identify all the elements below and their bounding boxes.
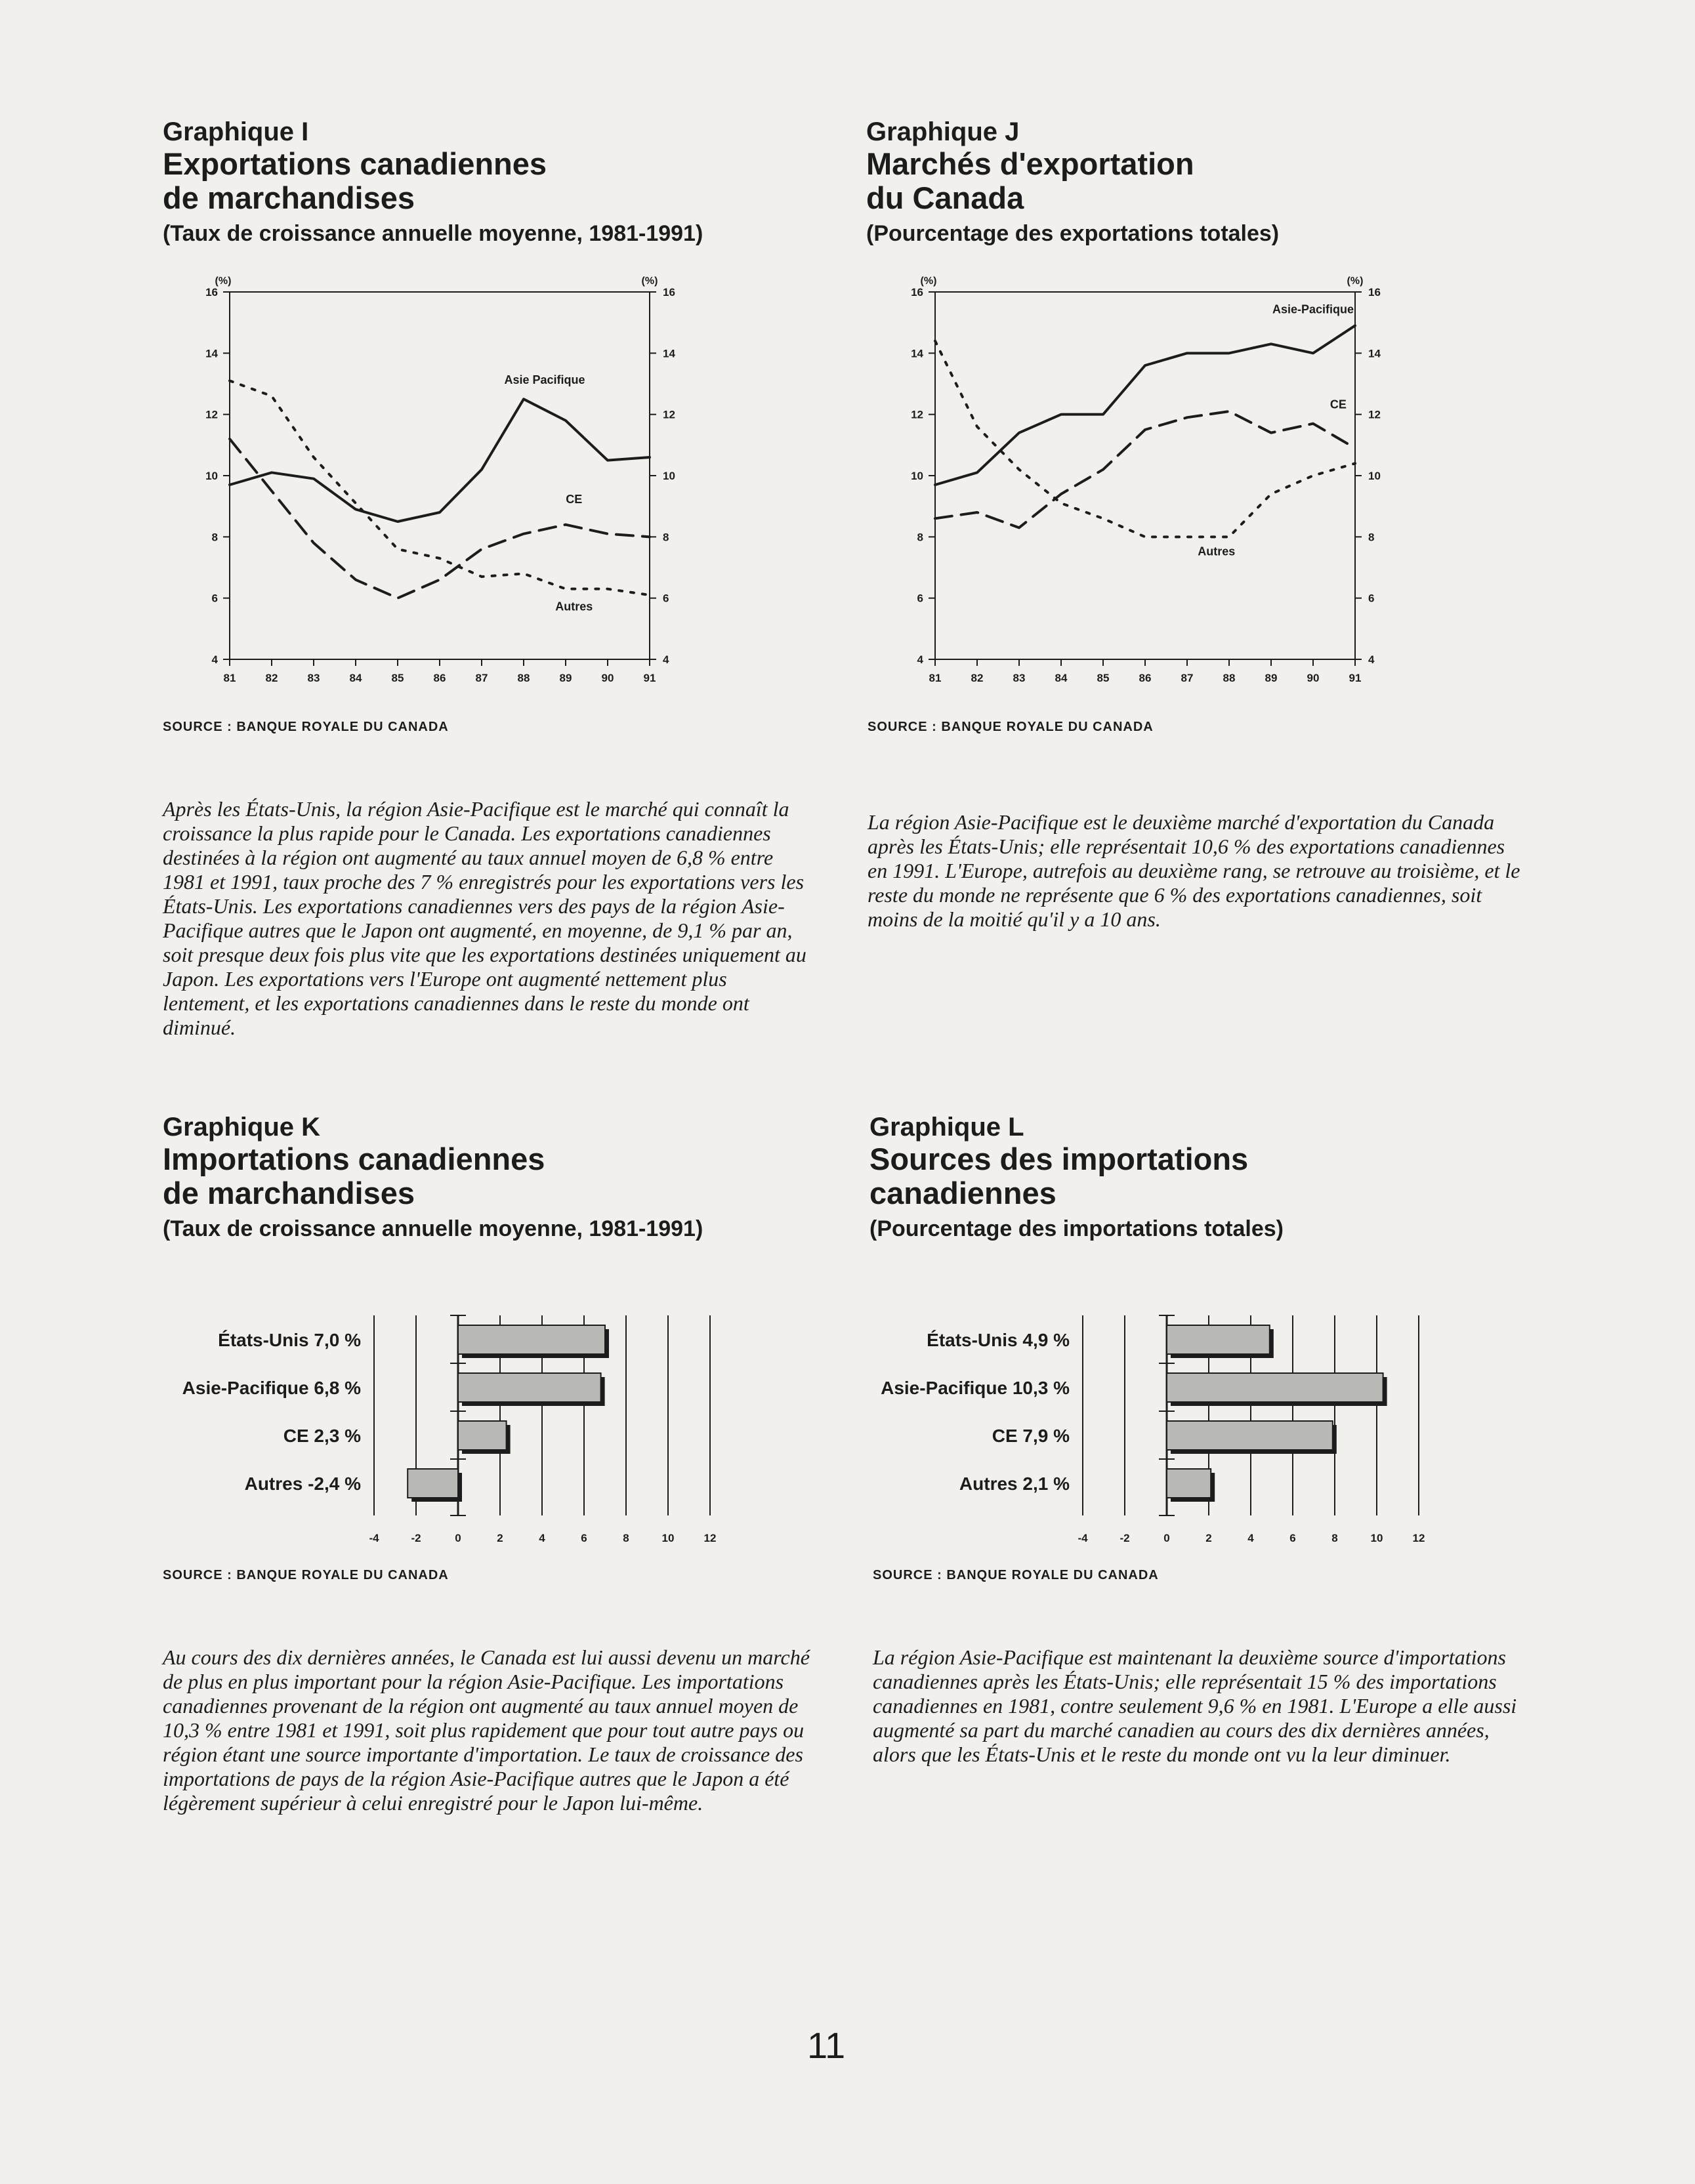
series-label: Asie-Pacifique bbox=[1272, 302, 1354, 316]
series-line-dotted bbox=[230, 381, 650, 595]
y-tick-label-right: 6 bbox=[663, 592, 669, 605]
x-tick-label: 6 bbox=[581, 1532, 587, 1544]
source-note: SOURCE : BANQUE ROYALE DU CANADA bbox=[163, 720, 449, 734]
category-value-label: États-Unis 7,0 % bbox=[218, 1330, 361, 1350]
x-tick-label: 85 bbox=[1097, 672, 1110, 684]
line-chart-j bbox=[889, 259, 1408, 699]
y-tick-label-right: 10 bbox=[663, 470, 675, 482]
source-note: SOURCE : BANQUE ROYALE DU CANADA bbox=[873, 1568, 1159, 1582]
x-tick-label: 86 bbox=[1139, 672, 1152, 684]
x-tick-label: -2 bbox=[411, 1532, 421, 1544]
y-tick-label-right: 8 bbox=[663, 531, 669, 544]
chart-title: Marchés d'exportation du Canada bbox=[866, 146, 1194, 215]
x-tick-label: 4 bbox=[539, 1532, 545, 1544]
x-tick-label: 90 bbox=[601, 672, 614, 684]
y-tick-label-left: 10 bbox=[911, 470, 923, 482]
y-tick-label-left: 14 bbox=[911, 347, 923, 360]
source-note: SOURCE : BANQUE ROYALE DU CANADA bbox=[868, 720, 1154, 734]
chart-subtitle: (Taux de croissance annuelle moyenne, 1981-1991) bbox=[163, 221, 703, 246]
chart-title: Exportations canadiennes de marchandises bbox=[163, 146, 547, 215]
bar-chart-l bbox=[860, 1302, 1450, 1545]
x-tick-label: 82 bbox=[971, 672, 984, 684]
x-tick-label: 85 bbox=[391, 672, 404, 684]
x-tick-label: 2 bbox=[497, 1532, 503, 1544]
series-line-solid bbox=[935, 325, 1355, 485]
x-tick-label: 6 bbox=[1289, 1532, 1296, 1544]
x-tick-label: 2 bbox=[1205, 1532, 1212, 1544]
series-line-solid bbox=[230, 399, 650, 522]
x-tick-label: 12 bbox=[703, 1532, 717, 1544]
y-tick-label-right: 10 bbox=[1368, 470, 1381, 482]
commentary-i: Après les États-Unis, la région Asie-Pacifique est le marché qui connaît la croissance la plus rapide pour le Canada. Les exportations canadiennes destinées à la région ont augmenté au taux annuel moyen de 6,8 % entre 1981 et 1991, taux proche des 7 % enregistrés pour les exportations vers les États-Unis. Les exportations canadiennes vers des pays de la région Asie-Pacifique autres que le Japon ont augmenté, en moyenne, de 9,1 % par an, soit presque deux fois plus vite que les exportations destinées uniquement au Japon. Les exportations vers l'Europe ont augmenté nettement plus lentement, et les exportations canadiennes dans le reste du monde ont diminué. bbox=[163, 797, 806, 1039]
x-tick-label: 12 bbox=[1412, 1532, 1425, 1544]
panel-graphique-i bbox=[163, 117, 858, 248]
bar bbox=[458, 1373, 601, 1402]
x-tick-label: 87 bbox=[475, 672, 488, 684]
y-tick-label-left: 4 bbox=[211, 653, 218, 666]
bar-chart-k bbox=[151, 1302, 742, 1545]
x-tick-label: -4 bbox=[369, 1532, 379, 1544]
chart-subtitle: (Pourcentage des importations totales) bbox=[869, 1216, 1284, 1241]
y-tick-label-left: 14 bbox=[205, 347, 218, 360]
bar bbox=[1167, 1325, 1270, 1354]
chart-kicker: Graphique K bbox=[163, 1113, 321, 1142]
series-line-dashed bbox=[230, 439, 650, 598]
y-tick-label-left: 8 bbox=[917, 531, 923, 544]
x-tick-label: 83 bbox=[307, 672, 320, 684]
chart-kicker: Graphique L bbox=[869, 1113, 1024, 1142]
x-tick-label: 90 bbox=[1307, 672, 1320, 684]
bar bbox=[458, 1421, 507, 1450]
x-tick-label: 8 bbox=[623, 1532, 629, 1544]
category-value-label: Asie-Pacifique 6,8 % bbox=[182, 1378, 361, 1398]
panel-graphique-k bbox=[163, 1112, 858, 1243]
bar bbox=[1167, 1469, 1211, 1498]
x-tick-label: -4 bbox=[1078, 1532, 1088, 1544]
x-tick-label: -2 bbox=[1120, 1532, 1130, 1544]
panel-graphique-j bbox=[866, 117, 1562, 248]
category-value-label: CE 2,3 % bbox=[283, 1426, 361, 1446]
y-tick-label-right: 14 bbox=[1368, 347, 1381, 360]
category-value-label: Autres -2,4 % bbox=[244, 1473, 361, 1494]
y-unit-right: (%) bbox=[641, 276, 658, 287]
y-tick-label-left: 12 bbox=[911, 408, 923, 421]
x-tick-label: 88 bbox=[517, 672, 530, 684]
source-note: SOURCE : BANQUE ROYALE DU CANADA bbox=[163, 1568, 449, 1582]
chart-kicker: Graphique I bbox=[163, 117, 309, 146]
commentary-j: La région Asie-Pacifique est le deuxième marché d'exportation du Canada après les États-Unis; elle représentait 10,6 % des exportations canadiennes en 1991. L'Europe, autrefois au deuxième rang, se retrouve au troisième, et le reste du monde ne représente que 6 % des exportations canadiennes, soit moins de la moitié qu'il y a 10 ans. bbox=[868, 810, 1520, 931]
bar bbox=[1167, 1421, 1333, 1450]
x-tick-label: 83 bbox=[1013, 672, 1026, 684]
line-chart-i bbox=[184, 259, 702, 699]
y-tick-label-left: 10 bbox=[205, 470, 218, 482]
y-tick-label-left: 6 bbox=[917, 592, 923, 605]
y-tick-label-right: 14 bbox=[663, 347, 675, 360]
x-tick-label: 10 bbox=[661, 1532, 675, 1544]
y-tick-label-left: 8 bbox=[211, 531, 218, 544]
y-unit-right: (%) bbox=[1347, 276, 1364, 287]
y-unit-left: (%) bbox=[920, 276, 937, 287]
x-tick-label: 84 bbox=[1055, 672, 1068, 684]
y-tick-label-right: 12 bbox=[1368, 408, 1381, 421]
y-tick-label-left: 12 bbox=[205, 408, 218, 421]
x-tick-label: 86 bbox=[433, 672, 446, 684]
category-value-label: Autres 2,1 % bbox=[959, 1473, 1070, 1494]
category-value-label: CE 7,9 % bbox=[992, 1426, 1070, 1446]
series-line-dashed bbox=[935, 411, 1355, 527]
x-tick-label: 8 bbox=[1331, 1532, 1338, 1544]
x-tick-label: 91 bbox=[1349, 672, 1362, 684]
x-tick-label: 89 bbox=[1265, 672, 1278, 684]
category-value-label: États-Unis 4,9 % bbox=[927, 1330, 1070, 1350]
x-tick-label: 0 bbox=[455, 1532, 461, 1544]
chart-subtitle: (Pourcentage des exportations totales) bbox=[866, 221, 1280, 246]
chart-title: Importations canadiennes de marchandises bbox=[163, 1142, 545, 1210]
series-label: CE bbox=[1329, 398, 1347, 411]
x-tick-label: 87 bbox=[1181, 672, 1194, 684]
chart-kicker: Graphique J bbox=[866, 117, 1020, 146]
y-tick-label-right: 4 bbox=[1368, 653, 1375, 666]
panel-graphique-l bbox=[869, 1112, 1565, 1243]
series-line-dotted bbox=[935, 341, 1355, 537]
bar bbox=[408, 1469, 458, 1498]
y-tick-label-right: 12 bbox=[663, 408, 675, 421]
x-tick-label: 81 bbox=[929, 672, 942, 684]
category-value-label: Asie-Pacifique 10,3 % bbox=[881, 1378, 1070, 1398]
y-tick-label-left: 16 bbox=[205, 286, 218, 299]
y-unit-left: (%) bbox=[215, 276, 232, 287]
y-tick-label-right: 6 bbox=[1368, 592, 1375, 605]
y-tick-label-left: 4 bbox=[917, 653, 923, 666]
y-tick-label-right: 16 bbox=[663, 286, 675, 299]
page-number: 11 bbox=[807, 2025, 846, 2066]
x-tick-label: 81 bbox=[223, 672, 236, 684]
x-tick-label: 91 bbox=[643, 672, 656, 684]
x-tick-label: 0 bbox=[1163, 1532, 1170, 1544]
bar bbox=[1167, 1373, 1383, 1402]
x-tick-label: 84 bbox=[349, 672, 362, 684]
x-tick-label: 4 bbox=[1247, 1532, 1254, 1544]
x-tick-label: 10 bbox=[1370, 1532, 1383, 1544]
y-tick-label-left: 16 bbox=[911, 286, 923, 299]
series-label: Autres bbox=[555, 600, 593, 613]
y-tick-label-left: 6 bbox=[211, 592, 218, 605]
y-tick-label-right: 16 bbox=[1368, 286, 1381, 299]
x-tick-label: 89 bbox=[559, 672, 572, 684]
x-tick-label: 88 bbox=[1223, 672, 1236, 684]
series-label: Asie Pacifique bbox=[504, 373, 585, 386]
commentary-l: La région Asie-Pacifique est maintenant la deuxième source d'importations canadiennes après les États-Unis; elle représentait 15 % des importations canadiennes en 1981, contre seulement 9,6 % en 1981. L'Europe a elle aussi augmenté sa part du marché canadien au cours des dix dernières années, alors que les États-Unis et le reste du monde ont vu la leur diminuer. bbox=[873, 1645, 1517, 1766]
chart-subtitle: (Taux de croissance annuelle moyenne, 1981-1991) bbox=[163, 1216, 703, 1241]
x-tick-label: 82 bbox=[265, 672, 278, 684]
commentary-k: Au cours des dix dernières années, le Canada est lui aussi devenu un marché de plus en plus important pour la région Asie-Pacifique. Les importations canadiennes provenant de la région ont augmenté au taux annuel moyen de 10,3 % entre 1981 et 1991, soit plus rapidement que pour tout autre pays ou région étant une source importante d'importation. Le taux de croissance des importations de pays de la région Asie-Pacifique autres que le Japon a été légèrement supérieur à celui enregistré pour le Japon lui-même. bbox=[163, 1645, 810, 1815]
chart-title: Sources des importations canadiennes bbox=[869, 1142, 1249, 1210]
y-tick-label-right: 4 bbox=[663, 653, 669, 666]
series-label: CE bbox=[566, 493, 583, 506]
y-tick-label-right: 8 bbox=[1368, 531, 1375, 544]
bar bbox=[458, 1325, 605, 1354]
series-label: Autres bbox=[1198, 545, 1236, 558]
